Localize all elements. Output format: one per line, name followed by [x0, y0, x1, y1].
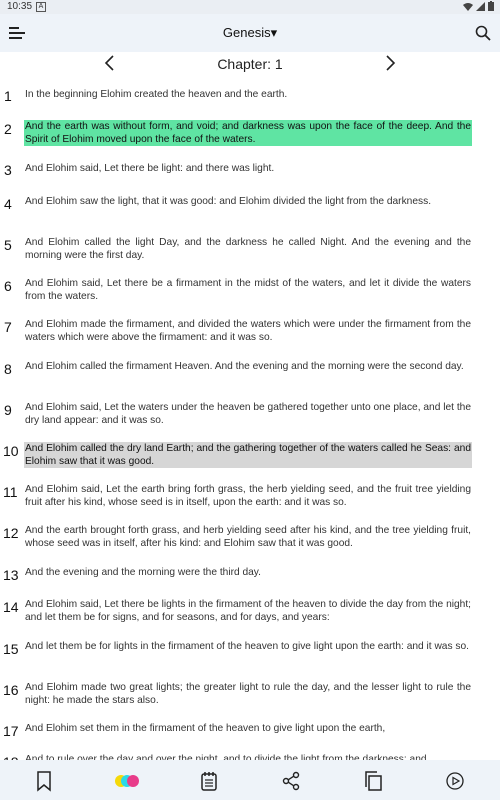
verse-text-selected: And Elohim called the dry land Earth; and the gathering together of the waters called he Seas: and Elohim saw that it was good. [25, 443, 471, 467]
verse-number: 12 [3, 525, 19, 541]
verse-number: 17 [3, 723, 19, 739]
verse-number: 3 [4, 162, 12, 178]
app-notification-icon: A [36, 2, 46, 12]
verse-text: And Elohim called the light Day, and the darkness he called Night. And the evening and the morning were the first day. [25, 237, 471, 261]
verse-number: 14 [3, 599, 19, 615]
verse-text: And the evening and the morning were the third day. [25, 567, 261, 578]
verse-text: And Elohim called the firmament Heaven. And the evening and the morning were the second day. [25, 361, 464, 372]
verse-number: 9 [4, 402, 12, 418]
verse-number: 10 [3, 443, 19, 459]
chapter-title: Chapter: 1 [217, 56, 283, 72]
app-bar [0, 14, 500, 52]
share-icon[interactable] [281, 771, 301, 791]
bookmark-icon[interactable] [34, 771, 54, 791]
chapter-navigation [0, 52, 500, 76]
verse-text: And let them be for lights in the firmament of the heaven to give light upon the earth: and it was so. [25, 641, 469, 652]
verse-list [0, 80, 500, 758]
status-bar [0, 0, 500, 14]
verse-number: 4 [4, 196, 12, 212]
verse-number: 8 [4, 361, 12, 377]
verse-text-highlighted: And the earth was without form, and void; and darkness was upon the face of the deep. And the Spirit of Elohim moved upon the face of the waters. [25, 121, 471, 145]
verse-number: 1 [4, 88, 12, 104]
verse-text: And Elohim said, Let the earth bring forth grass, the herb yielding seed, and the fruit tree yielding fruit after his kind, whose seed is in itself, upon the earth: and it was so. [25, 484, 471, 508]
verse-number: 13 [3, 567, 19, 583]
bottom-toolbar [0, 760, 500, 800]
verse-number: 2 [4, 121, 12, 137]
verse-text: And Elohim made two great lights; the greater light to rule the day, and the lesser light to rule the night: he made the stars also. [25, 682, 471, 706]
verse-number: 15 [3, 641, 19, 657]
verse-number: 11 [3, 484, 18, 500]
notes-icon[interactable] [199, 771, 219, 791]
verse-text: In the beginning Elohim created the heaven and the earth. [25, 89, 288, 100]
verse-text: And Elohim said, Let there be lights in the firmament of the heaven to divide the day from the night; and let them be for signs, and for seasons, and for days, and years: [25, 599, 471, 623]
signal-icon [476, 2, 485, 11]
verse-text: And Elohim made the firmament, and divided the waters which were under the firmament from the waters which were above the firmament: and it was so. [25, 319, 471, 343]
highlight-colors-icon[interactable] [114, 771, 140, 791]
next-chapter-icon[interactable] [383, 54, 397, 72]
verse-text: And Elohim said, Let there be a firmament in the midst of the waters, and let it divide the waters from the waters. [25, 278, 471, 302]
wifi-icon [463, 2, 473, 11]
verse-number: 16 [3, 682, 19, 698]
copy-icon[interactable] [363, 771, 383, 791]
play-icon[interactable] [445, 771, 465, 791]
status-time: 10:35 [7, 1, 33, 12]
verse-text: And the earth brought forth grass, and herb yielding seed after his kind, and the tree yielding fruit, whose seed was in itself, after his kind: and Elohim saw that it was good. [25, 525, 471, 549]
verse-text: And Elohim said, Let there be light: and there was light. [25, 163, 275, 174]
verse-text: And Elohim said, Let the waters under the heaven be gathered together unto one place, and let the dry land appear: and it was so. [25, 402, 471, 426]
verse-text: And Elohim set them in the firmament of the heaven to give light upon the earth, [25, 723, 386, 734]
verse-number: 5 [4, 237, 12, 253]
battery-icon [488, 1, 494, 11]
search-icon[interactable] [475, 25, 491, 41]
verse-number: 7 [4, 319, 12, 335]
book-selector[interactable]: Genesis▾ [222, 25, 278, 40]
verse-number: 6 [4, 278, 12, 294]
verse-text: And Elohim saw the light, that it was good: and Elohim divided the light from the darkness. [25, 196, 432, 207]
